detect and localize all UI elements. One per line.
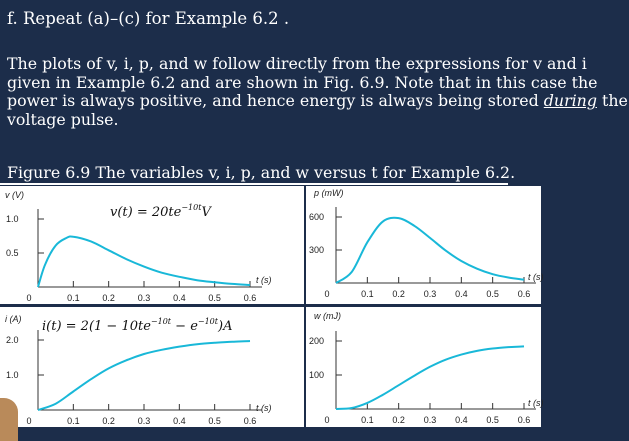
power-x-tick-label: 0 bbox=[324, 289, 330, 299]
current-y-tick-label: 1.0 bbox=[6, 370, 19, 380]
paragraph-line-1: The plots of v, i, p, and w follow directly from the expressions for v and i bbox=[7, 54, 587, 73]
chart-energy bbox=[306, 307, 544, 427]
energy-x-tick-label: 0.1 bbox=[361, 415, 374, 425]
current-eq-mid: − e bbox=[171, 319, 198, 334]
power-x-tick-label: 0.2 bbox=[392, 289, 405, 299]
presenter-webcam bbox=[0, 398, 18, 441]
current-eq-unit: )A bbox=[218, 319, 233, 334]
chart-current bbox=[0, 307, 304, 427]
energy-curve bbox=[336, 346, 524, 409]
energy-x-tick-label: 0.5 bbox=[486, 415, 499, 425]
voltage-y-label: v (V) bbox=[5, 190, 24, 200]
energy-y-tick-label: 200 bbox=[309, 336, 325, 346]
current-y-label: i (A) bbox=[5, 314, 22, 324]
energy-x-tick-label: 0 bbox=[324, 415, 330, 425]
voltage-x-tick-label: 0.4 bbox=[173, 293, 186, 303]
voltage-eq-exponent: −10t bbox=[181, 203, 202, 212]
voltage-eq-unit: V bbox=[201, 205, 211, 220]
current-x-tick-label: 0.5 bbox=[208, 416, 221, 426]
voltage-x-tick-label: 0.2 bbox=[102, 293, 115, 303]
voltage-y-tick-label: 1.0 bbox=[6, 214, 19, 224]
power-y-tick-label: 600 bbox=[309, 212, 325, 222]
paragraph-line-3-b: the bbox=[596, 91, 628, 111]
current-x-label: t (s) bbox=[256, 403, 272, 413]
current-x-tick-label: 0.2 bbox=[102, 416, 115, 426]
energy-x-label: t (s) bbox=[528, 398, 544, 408]
heading: f. Repeat (a)–(c) for Example 6.2 . bbox=[7, 9, 290, 28]
power-y-label: p (mW) bbox=[314, 188, 344, 198]
figure-caption: Figure 6.9 The variables v, i, p, and w versus t for Example 6.2. bbox=[7, 163, 516, 182]
paragraph-line-2: given in Example 6.2 and are shown in Fig. 6.9. Note that in this case the bbox=[7, 72, 598, 92]
chart-voltage bbox=[0, 186, 304, 304]
chart-panel-voltage bbox=[0, 186, 304, 304]
voltage-y-tick-label: 0.5 bbox=[6, 248, 19, 258]
emphasis-during: during bbox=[543, 91, 597, 111]
power-curve bbox=[336, 218, 524, 283]
power-x-tick-label: 0.5 bbox=[486, 289, 499, 299]
voltage-equation bbox=[110, 203, 212, 220]
chart-power bbox=[306, 186, 544, 304]
current-eq-exponent-1: −10t bbox=[150, 317, 172, 326]
chart-panel-energy bbox=[306, 307, 544, 427]
current-x-tick-label: 0.4 bbox=[173, 416, 186, 426]
paragraph-line-3 bbox=[7, 91, 628, 111]
current-eq-exponent-2: −10t bbox=[197, 317, 218, 326]
voltage-x-label: t (s) bbox=[256, 275, 272, 285]
power-x-tick-label: 0.1 bbox=[361, 289, 374, 299]
power-x-tick-label: 0.6 bbox=[517, 289, 531, 299]
current-curve bbox=[38, 341, 250, 410]
energy-y-tick-label: 100 bbox=[309, 370, 325, 380]
voltage-x-tick-label: 0 bbox=[26, 293, 32, 303]
body-paragraph bbox=[7, 54, 628, 129]
power-x-label: t (s) bbox=[528, 272, 544, 282]
power-x-tick-label: 0.3 bbox=[423, 289, 437, 299]
current-x-tick-label: 0.6 bbox=[243, 416, 257, 426]
paragraph-line-3-a: power is always positive, and hence energy is always being stored bbox=[7, 91, 544, 111]
voltage-eq-main: v(t) = 20te bbox=[110, 205, 182, 220]
energy-x-tick-label: 0.3 bbox=[423, 415, 437, 425]
energy-y-label: w (mJ) bbox=[314, 311, 341, 321]
current-x-tick-label: 0 bbox=[26, 416, 32, 426]
energy-x-tick-label: 0.6 bbox=[517, 415, 531, 425]
voltage-x-tick-label: 0.5 bbox=[208, 293, 221, 303]
paragraph-line-4: voltage pulse. bbox=[7, 109, 119, 129]
current-eq-main: i(t) = 2(1 − 10te bbox=[42, 319, 151, 334]
energy-x-tick-label: 0.2 bbox=[392, 415, 405, 425]
voltage-curve bbox=[38, 236, 250, 287]
energy-x-tick-label: 0.4 bbox=[455, 415, 468, 425]
chart-panel-power bbox=[306, 186, 544, 304]
power-x-tick-label: 0.4 bbox=[455, 289, 468, 299]
voltage-x-tick-label: 0.3 bbox=[137, 293, 151, 303]
current-y-tick-label: 2.0 bbox=[6, 335, 19, 345]
current-x-tick-label: 0.3 bbox=[137, 416, 151, 426]
voltage-x-tick-label: 0.1 bbox=[67, 293, 80, 303]
caption-underline bbox=[0, 183, 508, 185]
chart-panel-current bbox=[0, 307, 304, 427]
current-equation bbox=[42, 317, 232, 334]
current-x-tick-label: 0.1 bbox=[67, 416, 80, 426]
power-y-tick-label: 300 bbox=[309, 245, 325, 255]
voltage-x-tick-label: 0.6 bbox=[243, 293, 257, 303]
